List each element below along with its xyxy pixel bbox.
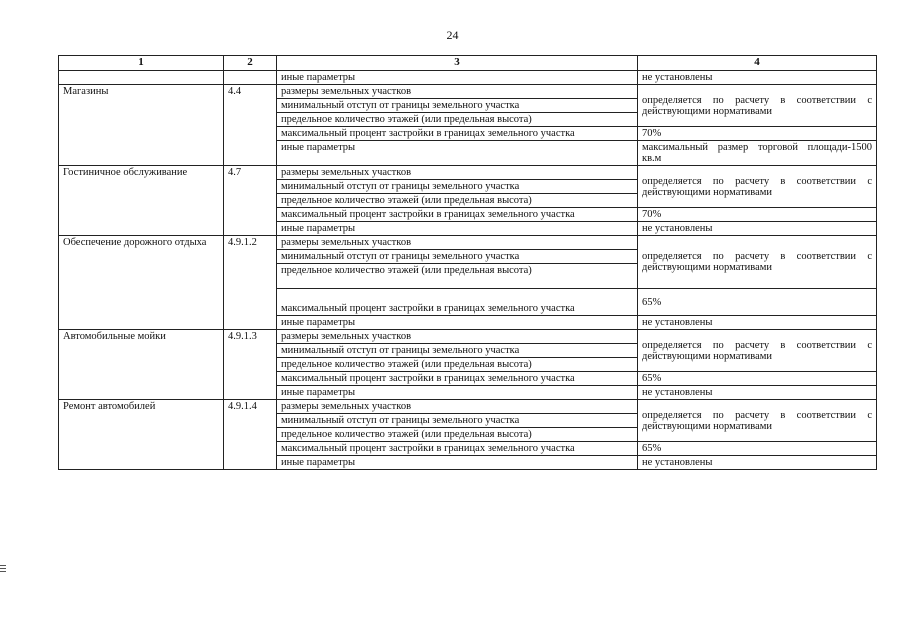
param-percent: максимальный процент застройки в границах земельного участка — [277, 372, 638, 386]
table-row — [59, 166, 877, 180]
value-percent: 70% — [638, 127, 877, 141]
margin-marks — [0, 565, 8, 574]
param-other: иные параметры — [277, 141, 638, 166]
param-other: иные параметры — [277, 71, 638, 85]
param-indent: минимальный отступ от границы земельного участка — [277, 344, 638, 358]
use-name: Автомобильные мойки — [59, 330, 224, 400]
param-floors: предельное количество этажей (или предельная высота) — [277, 194, 638, 208]
param-floors: предельное количество этажей (или предельная высота) — [277, 428, 638, 442]
value-other: не установлены — [638, 316, 877, 330]
use-code: 4.9.1.4 — [224, 400, 277, 470]
value-calc: определяется по расчету в соответствии с действующими нормативами — [638, 330, 877, 372]
cell-empty — [224, 71, 277, 85]
use-code: 4.7 — [224, 166, 277, 236]
table-row — [59, 71, 877, 85]
param-sizes: размеры земельных участков — [277, 330, 638, 344]
value-calc: определяется по расчету в соответствии с действующими нормативами — [638, 166, 877, 208]
param-percent: максимальный процент застройки в границах земельного участка — [277, 208, 638, 222]
param-other: иные параметры — [277, 386, 638, 400]
use-code: 4.9.1.2 — [224, 236, 277, 330]
param-percent: максимальный процент застройки в границах земельного участка — [277, 442, 638, 456]
page-number: 24 — [446, 28, 459, 42]
cell-empty — [59, 71, 224, 85]
value-percent: 70% — [638, 208, 877, 222]
param-other: иные параметры — [277, 316, 638, 330]
param-sizes: размеры земельных участков — [277, 85, 638, 99]
header-col-3: 3 — [277, 56, 638, 71]
param-sizes: размеры земельных участков — [277, 166, 638, 180]
param-percent: максимальный процент застройки в границах земельного участка — [277, 127, 638, 141]
param-other: иные параметры — [277, 222, 638, 236]
param-floors: предельное количество этажей (или предельная высота) — [277, 113, 638, 127]
value-percent: 65% — [638, 372, 877, 386]
param-floors: предельное количество этажей (или предельная высота) — [277, 358, 638, 372]
value-other: максимальный размер торговой площади-1500 кв.м — [638, 141, 877, 166]
value-calc: определяется по расчету в соответствии с действующими нормативами — [638, 400, 877, 442]
header-col-1: 1 — [59, 56, 224, 71]
use-name: Обеспечение дорожного отдыха — [59, 236, 224, 330]
param-percent: максимальный процент застройки в границах земельного участка — [277, 289, 638, 316]
header-row — [59, 56, 877, 71]
param-sizes: размеры земельных участков — [277, 236, 638, 250]
param-indent: минимальный отступ от границы земельного участка — [277, 99, 638, 113]
use-name: Гостиничное обслуживание — [59, 166, 224, 236]
value-percent: 65% — [638, 289, 877, 316]
use-name: Магазины — [59, 85, 224, 166]
param-indent: минимальный отступ от границы земельного участка — [277, 414, 638, 428]
table-row — [59, 330, 877, 344]
use-code: 4.4 — [224, 85, 277, 166]
value-percent: 65% — [638, 442, 877, 456]
use-name: Ремонт автомобилей — [59, 400, 224, 470]
param-floors: предельное количество этажей (или предельная высота) — [277, 264, 638, 289]
value-other: не установлены — [638, 386, 877, 400]
param-indent: минимальный отступ от границы земельного участка — [277, 180, 638, 194]
value-other: не установлены — [638, 456, 877, 470]
table-row — [59, 85, 877, 99]
param-sizes: размеры земельных участков — [277, 400, 638, 414]
value-calc: определяется по расчету в соответствии с действующими нормативами — [638, 85, 877, 127]
regulations-table — [58, 55, 877, 470]
table-row — [59, 400, 877, 414]
use-code: 4.9.1.3 — [224, 330, 277, 400]
param-indent: минимальный отступ от границы земельного участка — [277, 250, 638, 264]
header-col-2: 2 — [224, 56, 277, 71]
value-cell: не установлены — [638, 71, 877, 85]
value-calc: определяется по расчету в соответствии с действующими нормативами — [638, 236, 877, 289]
header-col-4: 4 — [638, 56, 877, 71]
table-row — [59, 236, 877, 250]
param-other: иные параметры — [277, 456, 638, 470]
value-other: не установлены — [638, 222, 877, 236]
